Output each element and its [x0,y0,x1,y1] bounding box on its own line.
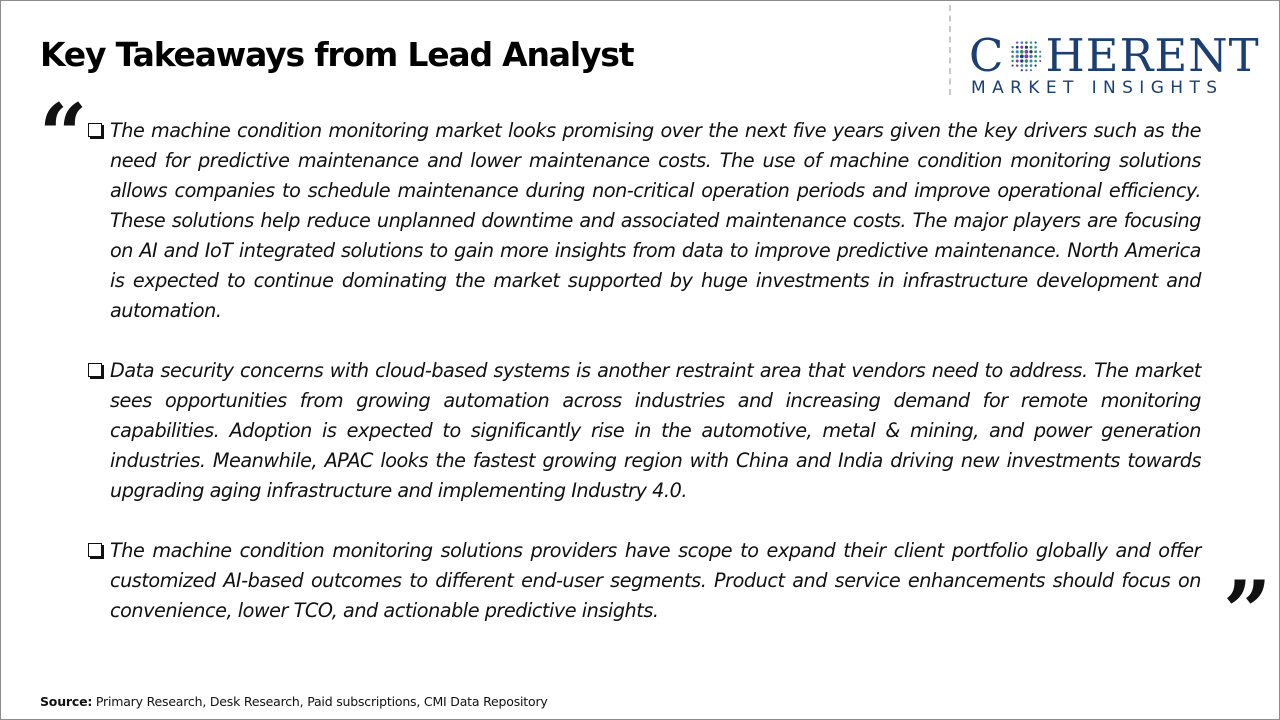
globe-dot [1016,46,1019,49]
globe-dot [1025,46,1028,49]
globe-dot [1021,41,1024,44]
globe-dot [1030,55,1033,58]
globe-dot [1021,69,1023,71]
globe-dot [1030,41,1032,43]
globe-dot [1035,60,1038,63]
header-divider [949,5,951,95]
source-text: Primary Research, Desk Research, Paid subscriptions, CMI Data Repository [92,694,548,709]
source-note [40,694,548,709]
logo-tagline: MARKET INSIGHTS [971,78,1224,98]
company-logo [969,29,1261,99]
globe-dot [1030,69,1032,71]
checkbox-bullet-icon [88,363,102,377]
globe-dot [1040,60,1042,62]
globe-dot [1012,65,1014,67]
globe-dot [1040,51,1042,53]
logo-word-before: C [969,28,1005,82]
globe-dot [1035,46,1038,49]
globe-dot [1020,55,1024,59]
checkbox-bullet-icon [88,543,102,557]
globe-dot [1030,64,1033,67]
takeaway-item [87,116,1201,326]
globe-dot [1035,64,1037,66]
globe-dot [1012,55,1015,58]
globe-dot [1026,41,1029,44]
globe-dot [1020,50,1024,54]
globe-dot [1030,46,1033,49]
logo-word-after: HERENT [1045,28,1260,82]
page-title: Key Takeaways from Lead Analyst [40,35,634,74]
globe-dots-icon [1006,36,1044,74]
globe-dot [1030,50,1033,53]
takeaways-list [87,116,1201,656]
globe-dot [1016,50,1019,53]
takeaway-item [87,356,1201,506]
open-quote-icon: “ [39,85,88,184]
close-quote-icon: ” [1223,562,1272,661]
globe-dot [1012,51,1015,54]
globe-dot [1016,60,1019,63]
globe-dot [1040,55,1042,57]
globe-dot [1012,60,1014,62]
takeaway-item [87,536,1201,626]
globe-dot [1016,41,1018,43]
globe-dot [1035,50,1038,53]
globe-dot [1021,64,1024,67]
globe-dot [1025,64,1028,67]
globe-dot [1035,42,1037,44]
globe-dot [1035,55,1038,58]
globe-dot [1025,59,1028,62]
globe-dot [1025,50,1029,54]
source-label: Source: [40,694,93,709]
checkbox-bullet-icon [88,123,102,137]
takeaway-text: The machine condition monitoring solutions providers have scope to expand their client portfolio globally and offer customized AI-based outcomes to different end-user segments. Product and service enhancements should focus on convenience, lower TCO, and actionable predictive insights. [110,539,1201,622]
globe-dot [1026,69,1028,71]
globe-dot [1016,64,1019,67]
globe-dot [1021,46,1024,49]
globe-dot [1030,59,1033,62]
globe-dot [1021,59,1024,62]
globe-dot [1016,55,1019,58]
takeaway-text: The machine condition monitoring market looks promising over the next five years given the key drivers such as the need for predictive maintenance and lower maintenance costs. The use of machine condition monitoring solutions allows companies to schedule maintenance during non-critical operation periods and improve operational efficiency. These solutions help reduce unplanned downtime and associated maintenance costs. The major players are focusing on AI and IoT integrated solutions to gain more insights from data to improve predictive maintenance. North America is expected to continue dominating the market supported by huge investments in infrastructure development and automation. [110,119,1201,322]
globe-dot [1025,54,1029,58]
takeaway-text: Data security concerns with cloud-based systems is another restraint area that vendors need to address. The market sees opportunities from growing automation across industries and increasing demand for remote monitoring capabilities. Adoption is expected to significantly rise in the automotive, metal & mining, and power generation industries. Meanwhile, APAC looks the fastest growing region with China and India driving new investments towards upgrading aging infrastructure and implementing Industry 4.0. [110,359,1201,502]
globe-dot [1012,46,1014,48]
logo-wordmark [969,29,1260,81]
